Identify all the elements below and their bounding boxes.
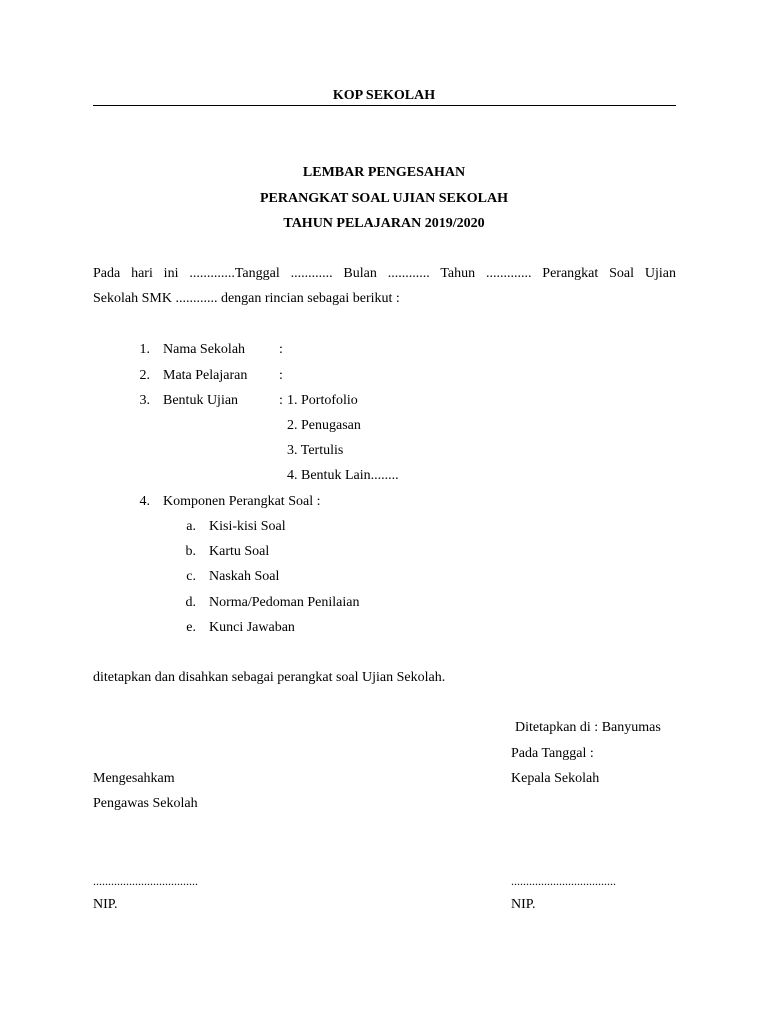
subitem-e-text: Kunci Jawaban [209, 620, 295, 635]
title-line-3: TAHUN PELAJARAN 2019/2020 [283, 216, 485, 231]
principal-signature-line: ................................... [511, 874, 616, 888]
kop-sekolah: KOP SEKOLAH [332, 88, 436, 103]
item-1-colon: : [279, 342, 283, 357]
item-3-colon: : [279, 393, 283, 408]
subitem-c-text: Naskah Soal [209, 569, 280, 584]
intro-line-2: Sekolah SMK ............ dengan rincian sebagai berikut : [93, 291, 400, 306]
item-4-number: 4. [139, 494, 150, 509]
item-2-colon: : [279, 368, 283, 383]
item-2-number: 2. [139, 368, 150, 383]
signature-place: Ditetapkan di : Banyumas [515, 720, 661, 735]
supervisor-signature-line: ................................... [93, 874, 198, 888]
subitem-b-letter: b. [185, 544, 196, 559]
header-divider [93, 105, 676, 106]
subitem-e-letter: e. [186, 620, 196, 635]
closing-statement: ditetapkan dan disahkan sebagai perangkat soal Ujian Sekolah. [93, 670, 446, 685]
supervisor-role: Pengawas Sekolah [93, 796, 198, 811]
item-2-label: Mata Pelajaran [163, 368, 248, 383]
approval-label: Mengesahkam [93, 771, 175, 786]
exam-option-4: 4. Bentuk Lain........ [287, 468, 399, 483]
subitem-a-text: Kisi-kisi Soal [209, 519, 286, 534]
item-1-label: Nama Sekolah [163, 342, 246, 357]
item-4-label: Komponen Perangkat Soal : [163, 494, 321, 509]
principal-nip: NIP. [511, 897, 536, 912]
item-3-number: 3. [139, 393, 150, 408]
subitem-d-letter: d. [185, 595, 196, 610]
subitem-d-text: Norma/Pedoman Penilaian [209, 595, 360, 610]
signature-date: Pada Tanggal : [511, 746, 594, 761]
title-line-1: LEMBAR PENGESAHAN [302, 165, 466, 180]
title-line-2: PERANGKAT SOAL UJIAN SEKOLAH [259, 191, 509, 206]
subitem-b-text: Kartu Soal [209, 544, 270, 559]
item-3-label: Bentuk Ujian [163, 393, 239, 408]
intro-line-1: Pada hari ini .............Tanggal ............ Bulan ............ Tahun ............. Perangkat Soal Ujian [93, 266, 676, 281]
exam-option-2: 2. Penugasan [287, 418, 361, 433]
subitem-a-letter: a. [186, 519, 196, 534]
exam-option-1: 1. Portofolio [287, 393, 358, 408]
supervisor-nip: NIP. [93, 897, 118, 912]
exam-option-3: 3. Tertulis [287, 443, 344, 458]
subitem-c-letter: c. [186, 569, 196, 584]
principal-role: Kepala Sekolah [511, 771, 600, 786]
item-1-number: 1. [139, 342, 150, 357]
